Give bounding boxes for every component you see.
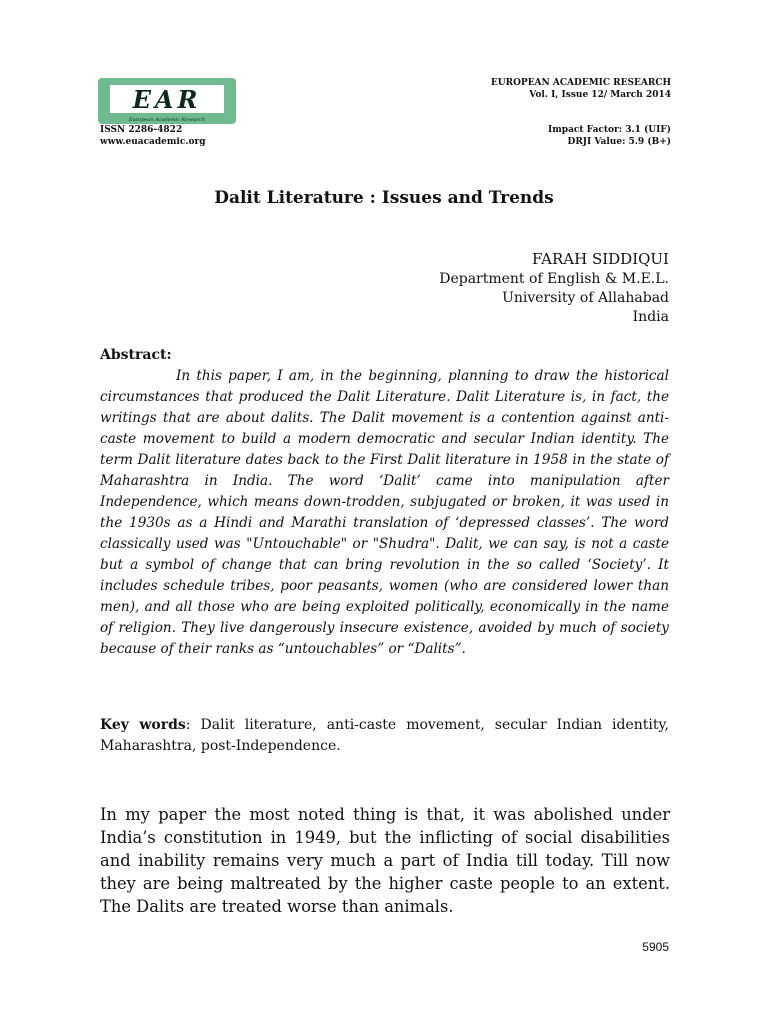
journal-identifiers [100, 124, 206, 148]
journal-volume: Vol. I, Issue 12/ March 2014 [529, 90, 671, 100]
author-block [439, 250, 669, 327]
journal-website: www.euacademic.org [100, 137, 206, 147]
affiliation-university: University of Allahabad [502, 290, 669, 306]
journal-logo [98, 78, 236, 124]
article-title: Dalit Literature : Issues and Trends [214, 188, 554, 208]
keywords-label: Key words [100, 717, 186, 733]
journal-header [491, 77, 671, 101]
author-name: FARAH SIDDIQUI [532, 250, 669, 268]
issn: ISSN 2286-4822 [100, 125, 183, 135]
abstract-text: In this paper, I am, in the beginning, planning to draw the historical circumstances that produced the Dalit Literature. Dalit Literature is, in fact, the writings that are about dalits. The Dalit movement is a contention against anti-caste movement to build a modern democratic and secular Indian identity. The term Dalit literature dates back to the First Dalit literature in 1958 in the state of Maharashtra in India. The word ‘Dalit’ came into manipulation after Independence, which means down-trodden, subjugated or broken, it was used in the 1930s as a Hindi and Marathi translation of ‘depressed classes’. The word classically used was "Untouchable" or "Shudra". Dalit, we can say, is not a caste but a symbol of change that can bring revolution in the so called ‘Society’. It includes schedule tribes, poor peasants, women (who are considered lower than men), and all those who are being exploited politically, economically in the name of religion. They live dangerously insecure existence, avoided by much of society because of their ranks as “untouchables” or “Dalits”. [100, 368, 669, 657]
affiliation-country: India [632, 309, 669, 325]
logo-text: EAR [132, 84, 202, 114]
drji-value: DRJI Value: 5.9 (B+) [567, 137, 671, 147]
keywords-text: : Dalit literature, anti-caste movement, secular Indian identity, Maharashtra, post-Independence. [100, 717, 669, 754]
body-paragraph: In my paper the most noted thing is that, it was abolished under India’s constitution in 1949, but the inflicting of social disabilities and inability remains very much a part of India till today. Till now they are being maltreated by the higher caste people to an extent. The Dalits are treated worse than animals. [100, 805, 670, 916]
logo-inner-panel [110, 85, 224, 113]
abstract-label: Abstract: [100, 347, 172, 363]
page-number: 5905 [642, 940, 669, 954]
impact-factor: Impact Factor: 3.1 (UIF) [548, 125, 671, 135]
journal-metrics [548, 124, 671, 148]
journal-name: EUROPEAN ACADEMIC RESEARCH [490, 78, 671, 88]
logo-subtitle: European Academic Research [128, 117, 206, 123]
abstract-section [100, 345, 669, 660]
affiliation-department: Department of English & M.E.L. [439, 271, 669, 287]
keywords-section [100, 715, 669, 757]
